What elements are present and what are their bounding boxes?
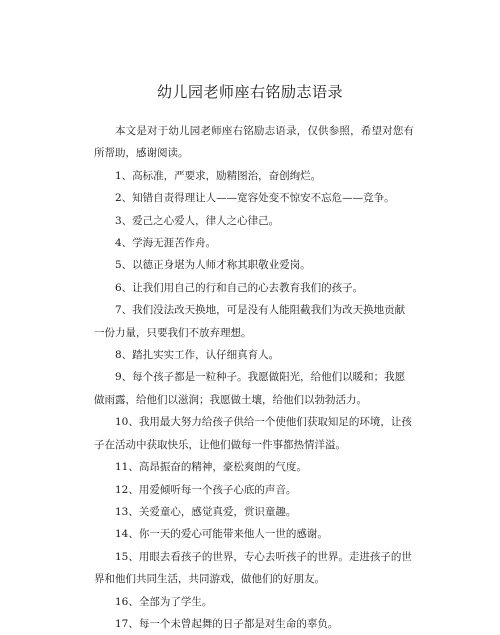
list-item: 9、每个孩子都是一粒种子。我愿做阳光，给他们以暖和；我愿做雨露，给他们以滋润；我愿做土壤，给他们以勃勃活力。	[94, 371, 406, 406]
intro-paragraph: 本文是对于幼儿园老师座右铭励志语录，仅供参照，希望对您有所帮助，感谢阅读。	[94, 125, 414, 160]
list-item: 8、踏扎实实工作，认仔细真育人。	[115, 349, 280, 362]
list-item: 7、我们没法改天换地，可是没有人能阻截我们为改天换地贡献一份力量，只要我们不放弃理想。	[94, 304, 406, 339]
list-item: 6、让我们用自己的行和自己的心去教育我们的孩子。	[115, 281, 364, 294]
list-item: 2、知错自责得理让人——宽容处变不惊安不忘危——竞争。	[115, 192, 395, 205]
list-item: 3、爱己之心爱人，律人之心律己。	[115, 214, 280, 227]
list-item: 17、每一个未曾起舞的日子都是对生命的辜负。	[115, 617, 339, 630]
list-item: 10、我用最大努力给孩子供给一个使他们获取知足的环境，让孩子在活动中获取快乐，让他们做每一件事都热情洋溢。	[94, 416, 412, 451]
list-item: 11、高昂振奋的精神，豪松爽朗的气度。	[115, 461, 307, 474]
list-item: 5、以德正身堪为人师才称其职敬业爱岗。	[115, 259, 311, 272]
list-item: 13、关爱童心，感觉真爱，赏识童趣。	[115, 505, 297, 518]
document-title: 幼儿园老师座右铭励志语录	[156, 83, 343, 101]
list-item: 12、用爱倾听每一个孩子心底的声音。	[115, 483, 297, 496]
list-item: 15、用眼去看孩子的世界，专心去听孩子的世界。走进孩子的世界和他们共同生活，共同游戏，做他们的好朋友。	[94, 550, 412, 586]
list-item: 1、高标准，严要求，励精图治，奋创绚烂。	[115, 169, 322, 182]
list-item: 4、学海无涯苦作舟。	[115, 237, 217, 250]
document-body	[94, 120, 414, 635]
list-item: 16、全部为了学生。	[115, 595, 213, 608]
list-item: 14、你一天的爱心可能带来他人一世的感谢。	[115, 528, 328, 541]
